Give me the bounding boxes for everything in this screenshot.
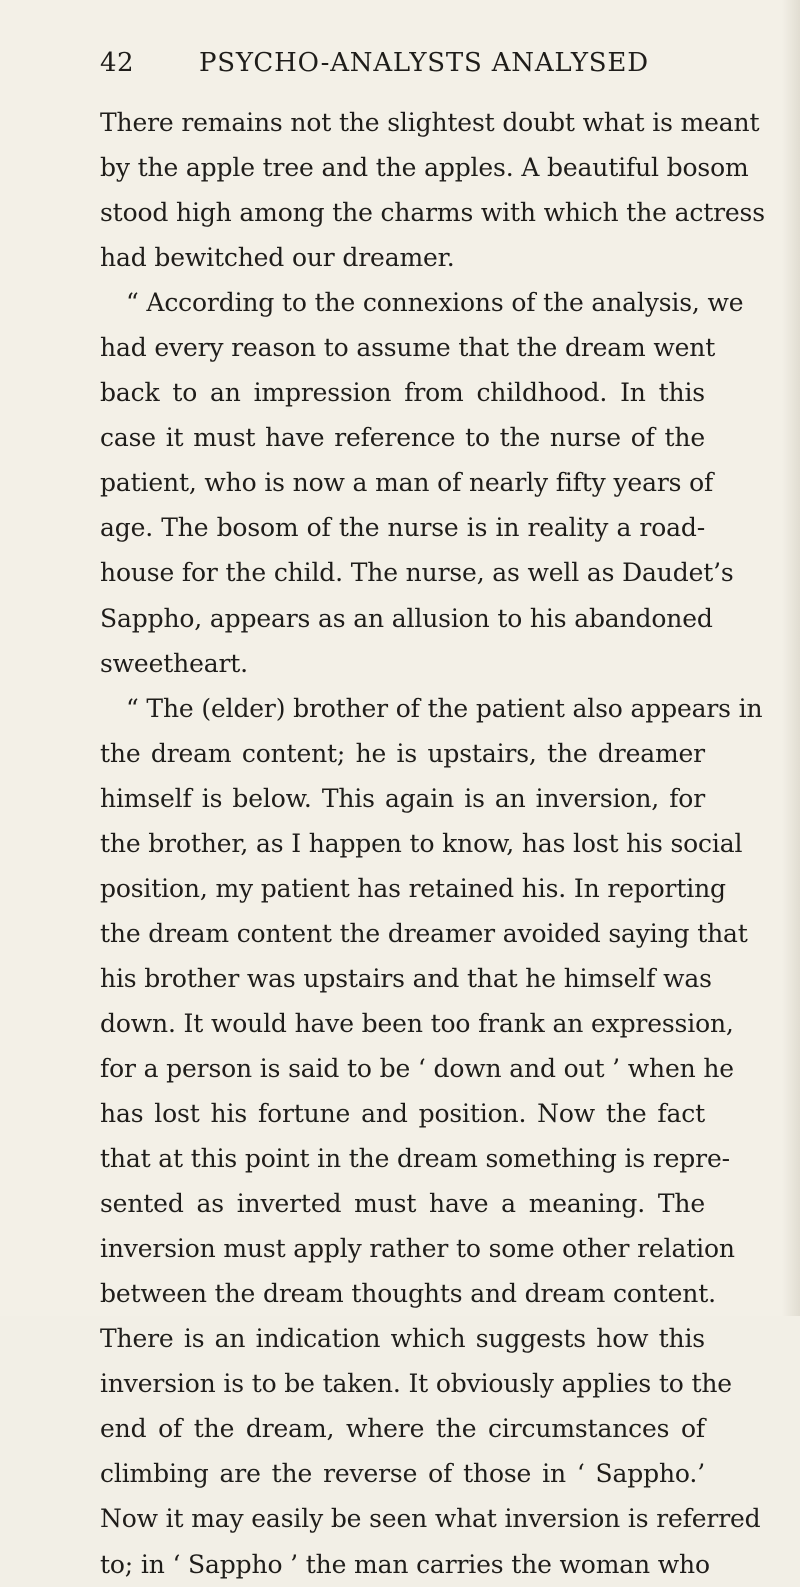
body-text [100,100,765,1587]
text-line: had every reason to assume that the dream went [100,333,716,363]
text-line: climbing are the reverse of those in ‘ Sappho.’ [100,1459,705,1489]
text-line: inversion is to be taken. It obviously applies to the [100,1369,732,1399]
text-line: had bewitched our dreamer. [100,243,455,273]
text-line: position, my patient has retained his. In reporting [100,873,726,903]
text-line: between the dream thoughts and dream content. [100,1279,716,1309]
text-line: his brother was upstairs and that he himself was [100,963,712,993]
text-line: himself is below. This again is an inversion, for [100,783,705,813]
text-line: the dream content; he is upstairs, the dreamer [100,738,705,768]
text-line: the dream content the dreamer avoided saying that [100,918,748,948]
text-line: inversion must apply rather to some other relation [100,1234,735,1264]
text-line: to; in ‘ Sappho ’ the man carries the woman who [100,1549,710,1579]
text-line: “ According to the connexions of the analysis, we [126,288,744,318]
text-line: house for the child. The nurse, as well as Daudet’s [100,558,734,588]
text-line: has lost his fortune and position. Now the fact [100,1099,705,1129]
text-line: down. It would have been too frank an expression, [100,1008,734,1038]
text-line: “ The (elder) brother of the patient also appears in [126,693,763,723]
page-number: 42 [100,48,135,78]
running-head [100,48,705,88]
text-line: Now it may easily be seen what inversion is referred [100,1504,761,1534]
text-line: There remains not the slightest doubt what is meant [100,108,760,137]
text-line: stood high among the charms with which the actress [100,198,765,228]
text-line: There is an indication which suggests how this [100,1324,705,1354]
running-title: PSYCHO-ANALYSTS ANALYSED [199,48,649,78]
text-line: by the apple tree and the apples. A beautiful bosom [100,153,749,183]
text-line: patient, who is now a man of nearly fifty years of [100,468,714,498]
text-line: case it must have reference to the nurse of the [100,423,705,453]
text-line: age. The bosom of the nurse is in reality a road- [100,513,705,543]
text-line: the brother, as I happen to know, has lost his social [100,828,743,858]
text-line: back to an impression from childhood. In this [100,378,705,408]
text-line: Sappho, appears as an allusion to his abandoned [100,603,713,633]
text-line: for a person is said to be ‘ down and out ’ when he [100,1053,734,1083]
text-line: end of the dream, where the circumstances of [100,1414,705,1444]
text-line: that at this point in the dream something is repre- [100,1144,730,1174]
text-line: sented as inverted must have a meaning. The [100,1189,705,1219]
text-line: sweetheart. [100,648,248,678]
